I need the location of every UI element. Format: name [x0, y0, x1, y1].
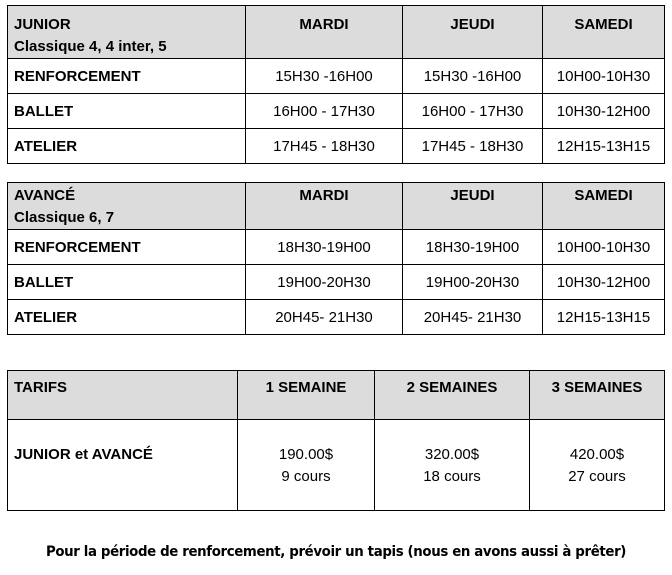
avance-subtitle: Classique 6, 7	[14, 209, 115, 226]
price-value: 320.00$	[424, 446, 480, 463]
course-count: 18 cours	[423, 468, 481, 485]
time-cell: 10H00-10H30	[543, 59, 665, 94]
time-cell: 16H00 - 17H30	[403, 94, 543, 129]
table-row	[8, 230, 665, 265]
price-value: 190.00$	[278, 446, 334, 463]
row-label: ATELIER	[8, 129, 246, 164]
time-cell: 12H15-13H15	[543, 300, 665, 335]
tarifs-column-header: 2 SEMAINES	[375, 371, 530, 420]
junior-day-tuesday: MARDI	[246, 6, 403, 59]
avance-day-thursday: JEUDI	[403, 183, 543, 230]
junior-schedule-table	[7, 5, 665, 164]
avance-schedule-table	[7, 182, 665, 335]
time-cell: 19H00-20H30	[403, 265, 543, 300]
junior-header-row	[8, 6, 665, 59]
time-cell: 10H00-10H30	[543, 230, 665, 265]
table-row	[8, 265, 665, 300]
time-cell: 17H45 - 18H30	[403, 129, 543, 164]
avance-day-saturday: SAMEDI	[543, 183, 665, 230]
avance-title: AVANCÉ	[14, 187, 76, 204]
course-count: 9 cours	[281, 468, 331, 485]
table-row	[8, 94, 665, 129]
time-cell: 17H45 - 18H30	[246, 129, 403, 164]
price-cell	[375, 420, 530, 511]
avance-level-cell	[8, 183, 246, 230]
time-cell: 15H30 -16H00	[403, 59, 543, 94]
avance-day-tuesday: MARDI	[246, 183, 403, 230]
time-cell: 10H30-12H00	[543, 94, 665, 129]
time-cell: 20H45- 21H30	[246, 300, 403, 335]
tarifs-header-row	[8, 371, 665, 420]
tarifs-column-header: 3 SEMAINES	[530, 371, 665, 420]
time-cell: 16H00 - 17H30	[246, 94, 403, 129]
row-label: RENFORCEMENT	[8, 230, 246, 265]
course-count: 27 cours	[568, 468, 626, 485]
table-row	[8, 420, 665, 511]
table-row	[8, 129, 665, 164]
time-cell: 10H30-12H00	[543, 265, 665, 300]
row-label: JUNIOR et AVANCÉ	[8, 420, 238, 511]
tarifs-table	[7, 370, 665, 511]
junior-subtitle: Classique 4, 4 inter, 5	[14, 38, 167, 55]
table-row	[8, 300, 665, 335]
row-label: BALLET	[8, 265, 246, 300]
junior-level-cell	[8, 6, 246, 59]
tarifs-column-header: 1 SEMAINE	[238, 371, 375, 420]
time-cell: 12H15-13H15	[543, 129, 665, 164]
time-cell: 18H30-19H00	[246, 230, 403, 265]
time-cell: 15H30 -16H00	[246, 59, 403, 94]
price-cell	[530, 420, 665, 511]
row-label: ATELIER	[8, 300, 246, 335]
footer-note: Pour la période de renforcement, prévoir un tapis (nous en avons aussi à prêter)	[45, 544, 627, 560]
price-value: 420.00$	[569, 446, 625, 463]
time-cell: 20H45- 21H30	[403, 300, 543, 335]
row-label: RENFORCEMENT	[8, 59, 246, 94]
avance-header-row	[8, 183, 665, 230]
junior-title: JUNIOR	[14, 16, 71, 33]
tarifs-title: TARIFS	[8, 371, 238, 420]
junior-day-thursday: JEUDI	[403, 6, 543, 59]
time-cell: 19H00-20H30	[246, 265, 403, 300]
junior-day-saturday: SAMEDI	[543, 6, 665, 59]
row-label: BALLET	[8, 94, 246, 129]
time-cell: 18H30-19H00	[403, 230, 543, 265]
price-cell	[238, 420, 375, 511]
table-row	[8, 59, 665, 94]
